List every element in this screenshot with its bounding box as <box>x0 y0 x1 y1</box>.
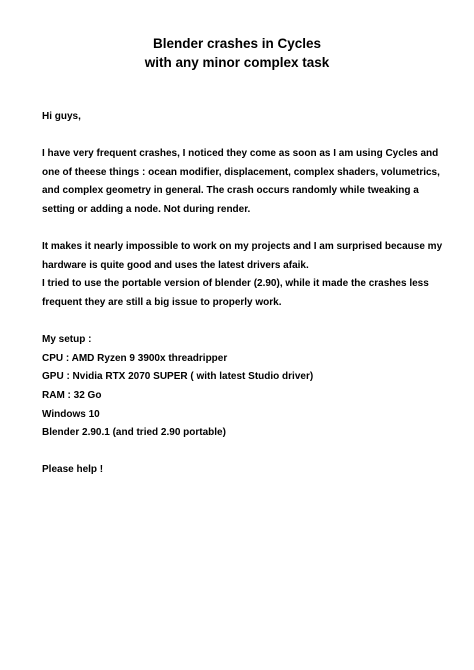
title-line-2: with any minor complex task <box>144 55 330 70</box>
greeting: Hi guys, <box>42 111 81 122</box>
paragraph-1-line-3: and complex geometry in general. The crash occurs randomly while tweaking a <box>42 185 419 197</box>
paragraph-gap <box>42 313 442 332</box>
paragraph-2-line-1: It makes it nearly impossible to work on my projects and I am surprised because my <box>42 241 443 253</box>
paragraph-2-line-2: hardware is quite good and uses the latest drivers afaik. <box>42 259 309 271</box>
setup-blender-version: Blender 2.90.1 (and tried 2.90 portable) <box>42 427 226 439</box>
setup-ram: RAM : 32 Go <box>42 389 102 401</box>
document-title <box>0 34 474 72</box>
paragraph-gap <box>42 127 442 146</box>
setup-os: Windows 10 <box>42 408 100 420</box>
setup-heading: My setup : <box>42 334 92 346</box>
document-body <box>42 108 442 480</box>
paragraph-gap <box>42 443 442 462</box>
setup-cpu: CPU : AMD Ryzen 9 3900x threadripper <box>42 352 228 364</box>
paragraph-1-line-4: setting or adding a node. Not during render. <box>42 203 251 215</box>
paragraph-2-line-3: I tried to use the portable version of blender (2.90), while it made the crashes less <box>42 278 429 290</box>
paragraph-2-line-4: frequent they are still a big issue to properly work. <box>42 296 282 308</box>
paragraph-1-line-2: one of theese things : ocean modifier, displacement, complex shaders, volumetrics, <box>42 166 440 178</box>
title-line-1: Blender crashes in Cycles <box>152 36 322 51</box>
setup-gpu: GPU : Nvidia RTX 2070 SUPER ( with latest Studio driver) <box>42 371 314 383</box>
paragraph-gap <box>42 220 442 239</box>
paragraph-1-line-1: I have very frequent crashes, I noticed they come as soon as I am using Cycles and <box>42 148 439 160</box>
closing-line: Please help ! <box>42 464 104 476</box>
